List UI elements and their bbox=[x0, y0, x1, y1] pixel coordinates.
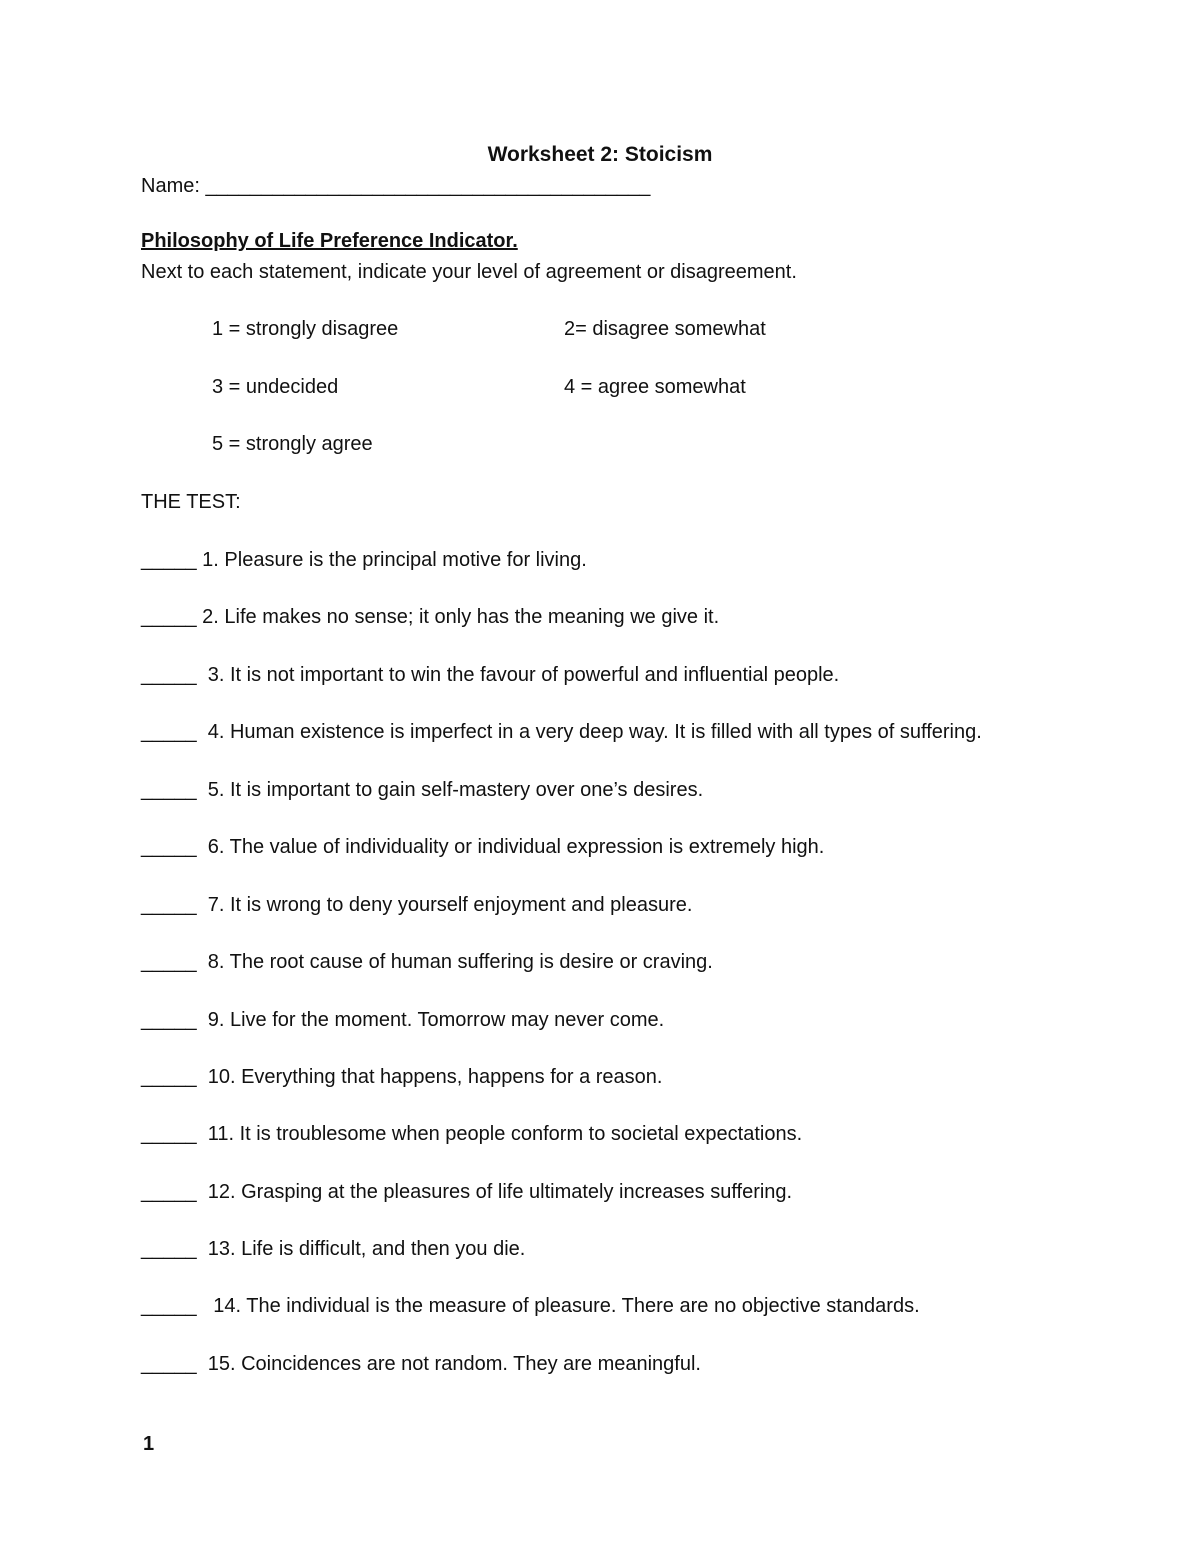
scale-item: 3 = undecided bbox=[212, 376, 339, 398]
page-number: 1 bbox=[143, 1433, 155, 1455]
test-item: _____ 7. It is wrong to deny yourself enjoyment and pleasure. bbox=[141, 894, 693, 916]
worksheet-title: Worksheet 2: Stoicism bbox=[487, 143, 713, 166]
test-item: _____ 10. Everything that happens, happens for a reason. bbox=[141, 1066, 663, 1088]
test-item: _____ 2. Life makes no sense; it only has the meaning we give it. bbox=[141, 606, 720, 628]
test-item: _____ 8. The root cause of human suffering is desire or craving. bbox=[141, 951, 713, 973]
test-item: _____ 4. Human existence is imperfect in a very deep way. It is filled with all types of suffering. bbox=[141, 721, 982, 743]
test-item: _____ 1. Pleasure is the principal motive for living. bbox=[141, 549, 587, 571]
scale-item: 5 = strongly agree bbox=[212, 433, 373, 455]
test-item: _____ 14. The individual is the measure of pleasure. There are no objective standards. bbox=[141, 1295, 920, 1317]
test-item: _____ 15. Coincidences are not random. They are meaningful. bbox=[141, 1353, 701, 1375]
scale-item: 4 = agree somewhat bbox=[564, 376, 746, 398]
test-item: _____ 12. Grasping at the pleasures of life ultimately increases suffering. bbox=[141, 1181, 793, 1203]
test-item: _____ 6. The value of individuality or individual expression is extremely high. bbox=[141, 836, 825, 858]
scale-item: 1 = strongly disagree bbox=[212, 318, 399, 340]
test-item: _____ 9. Live for the moment. Tomorrow may never come. bbox=[141, 1009, 665, 1031]
scale-item: 2= disagree somewhat bbox=[564, 318, 766, 340]
test-item: _____ 3. It is not important to win the favour of powerful and influential people. bbox=[141, 664, 840, 686]
test-item: _____ 5. It is important to gain self-mastery over one’s desires. bbox=[141, 779, 704, 801]
instructions-text: Next to each statement, indicate your level of agreement or disagreement. bbox=[141, 261, 797, 283]
test-item: _____ 11. It is troublesome when people conform to societal expectations. bbox=[141, 1123, 803, 1145]
test-heading: THE TEST: bbox=[141, 491, 241, 513]
name-field-line: Name: ________________________________________ bbox=[141, 175, 651, 197]
section-heading: Philosophy of Life Preference Indicator. bbox=[141, 230, 518, 252]
test-item: _____ 13. Life is difficult, and then you die. bbox=[141, 1238, 526, 1260]
